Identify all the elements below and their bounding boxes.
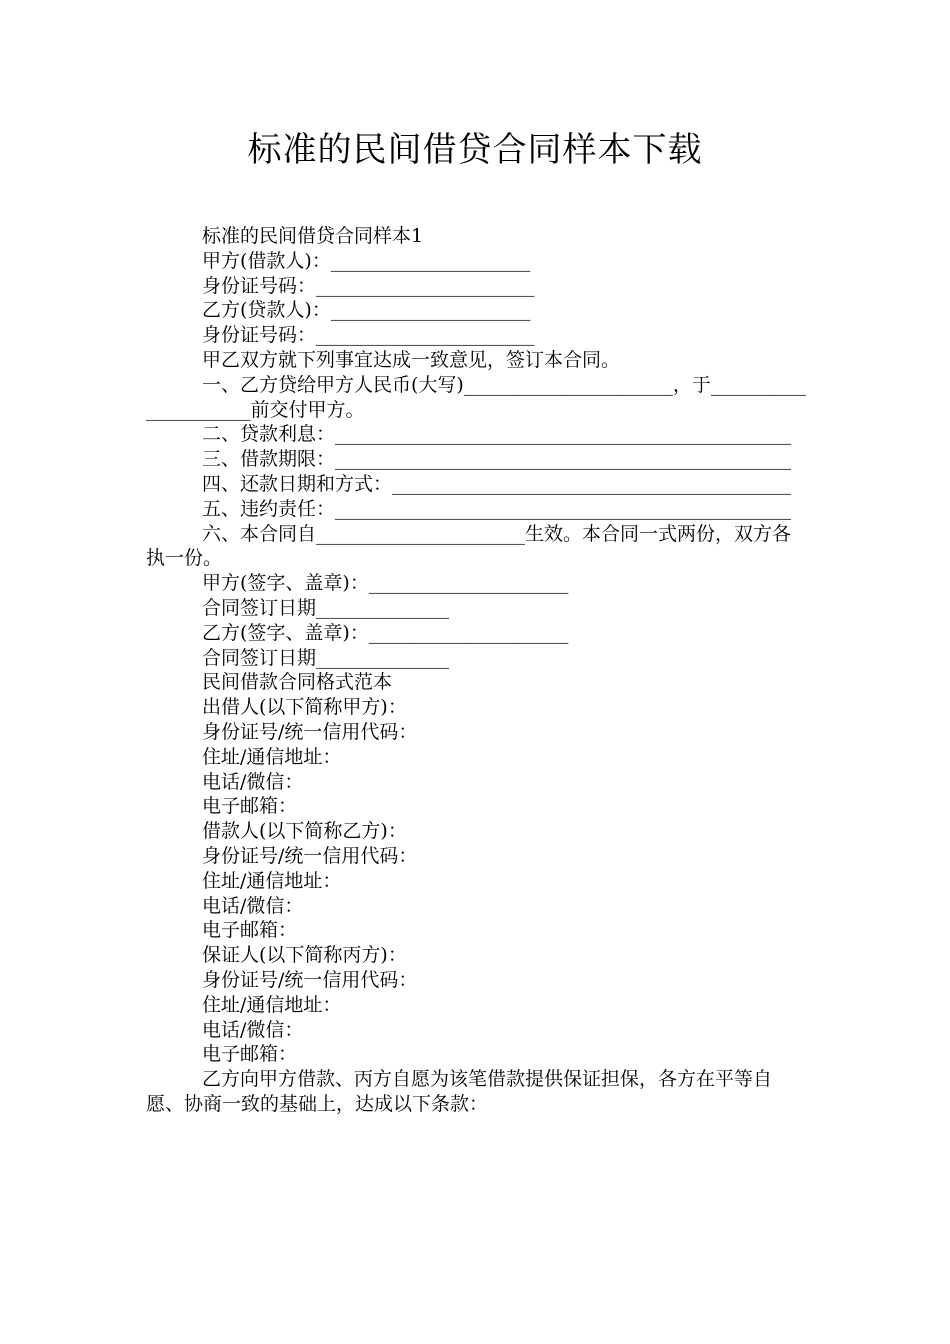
document-line: 二、贷款利息：________________________________________________: [202, 423, 792, 446]
document-line: 身份证号/统一信用代码：: [202, 968, 418, 991]
document-line: 合同签订日期______________: [202, 596, 450, 619]
document-line: 身份证号/统一信用代码：: [202, 720, 418, 743]
document-line: 电话/微信：: [202, 1018, 304, 1041]
document-line: 甲方(签字、盖章)：_____________________: [202, 572, 569, 595]
document-line: 住址/通信地址：: [202, 993, 342, 1016]
document-line: 合同签订日期______________: [202, 646, 450, 669]
document-line: 一、乙方贷给甲方人民币(大写)______________________，于_____________________前交付甲方。: [146, 373, 806, 421]
document-line: 身份证号码：_______________________: [202, 324, 535, 347]
document-line: 保证人(以下简称丙方)：: [202, 944, 407, 967]
document-line: 标准的民间借贷合同样本1: [202, 225, 424, 247]
document-body: [146, 224, 808, 1117]
document-line: 四、还款日期和方式：__________________________________________: [202, 472, 792, 495]
document-line: 乙方(签字、盖章)：_____________________: [202, 621, 569, 644]
document-line: 身份证号码：_______________________: [202, 274, 535, 297]
document-line: 电话/微信：: [202, 770, 304, 793]
document-line: 甲方(借款人)：_____________________: [202, 249, 531, 272]
document-line: 电子邮箱：: [202, 1043, 298, 1066]
document-line: 住址/通信地址：: [202, 745, 342, 768]
document-line: 电子邮箱：: [202, 919, 298, 942]
document-line: 乙方(贷款人)：_____________________: [202, 299, 531, 322]
document-line: 出借人(以下简称甲方)：: [202, 696, 407, 719]
document-line: 五、违约责任：________________________________________________: [202, 497, 792, 520]
document-line: 三、借款期限：________________________________________________: [202, 448, 792, 471]
document-line: 甲乙双方就下列事宜达成一致意见，签订本合同。: [202, 348, 621, 371]
document-line: 乙方向甲方借款、丙方自愿为该笔借款提供保证担保，各方在平等自愿、协商一致的基础上，达成以下条款：: [146, 1068, 773, 1115]
document-line: 电话/微信：: [202, 894, 304, 917]
document-line: 借款人(以下简称乙方)：: [202, 820, 407, 843]
document-line: 电子邮箱：: [202, 795, 298, 818]
document-line: 身份证号/统一信用代码：: [202, 844, 418, 867]
page-title: 标准的民间借贷合同样本下载: [247, 130, 703, 170]
document-line: 民间借款合同格式范本: [202, 671, 393, 694]
document-line: 六、本合同自______________________生效。本合同一式两份，双方各执一份。: [146, 522, 792, 570]
document-line: 住址/通信地址：: [202, 869, 342, 892]
